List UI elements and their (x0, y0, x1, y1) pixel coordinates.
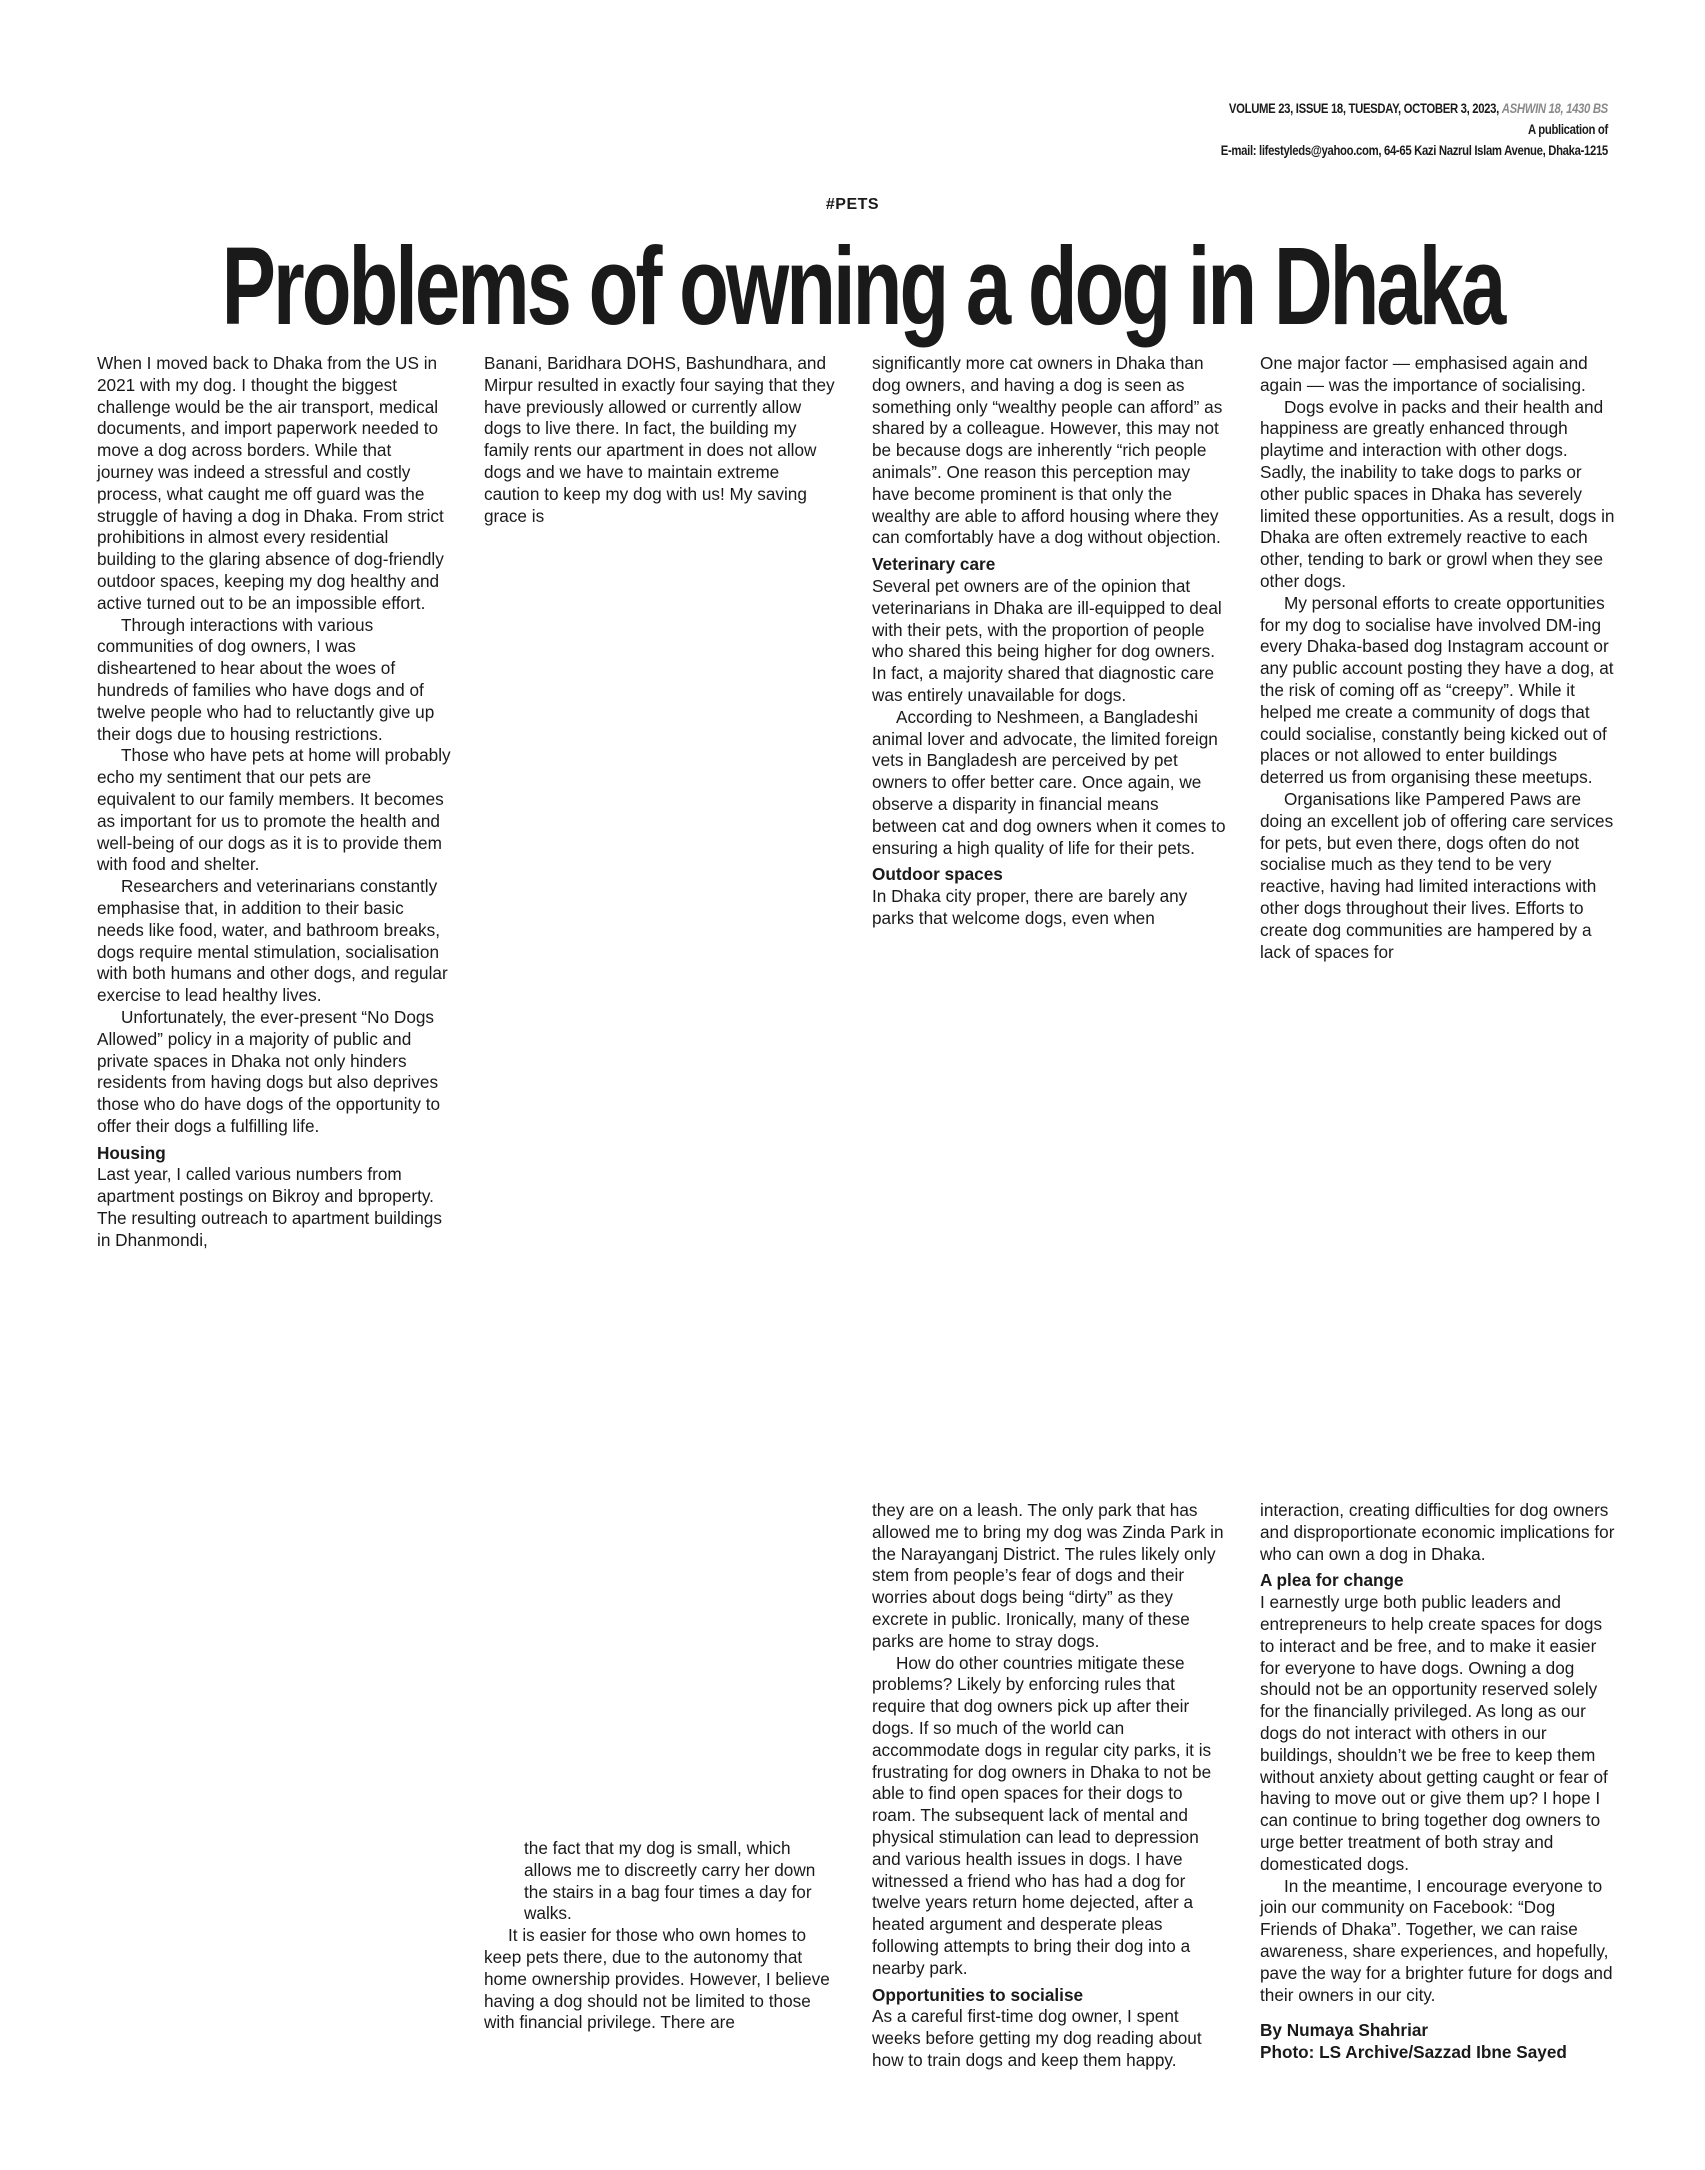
column-4 (1260, 353, 1615, 963)
paragraph: significantly more cat owners in Dhaka than dog owners, and having a dog is seen as something only “wealthy people can afford” as shared by a colleague. However, this may not be because dogs are inherently “rich people animals”. One reason this perception may have become prominent is that only the wealthy are able to afford housing where they can comfortably have a dog without objection. (872, 353, 1223, 548)
headline: Problems of owning a dog in Dhaka (221, 225, 1504, 348)
paragraph: In Dhaka city proper, there are barely any parks that welcome dogs, even when (872, 886, 1188, 928)
column-4-continued (1260, 1500, 1615, 2064)
issue-line (1221, 98, 1608, 119)
subheading-opportunities-to-socialise: Opportunities to socialise (872, 1984, 1084, 2005)
column-3-continued (872, 1500, 1227, 2072)
paragraph: It is easier for those who own homes to keep pets there, due to the autonomy that home ownership provides. However, I believe having a dog should not be limited to those with financial privilege. There are (484, 1925, 830, 2033)
contact-line: E-mail: lifestyleds@yahoo.com, 64-65 Kazi Nazrul Islam Avenue, Dhaka-1215 (1220, 143, 1608, 158)
paragraph: How do other countries mitigate these problems? Likely by enforcing rules that require that dog owners pick up after their dogs. If so much of the world can accommodate dogs in regular city parks, it is frustrating for dog owners in Dhaka to not be able to find open spaces for their dogs to roam. The subsequent lack of mental and physical stimulation can lead to depression and various health issues in dogs. I have witnessed a friend who has had a dog for twelve years return home dejected, after a heated argument and desperate pleas following attempts to bring their dog into a nearby park. (872, 1652, 1212, 1978)
column-2 (484, 353, 839, 527)
paragraph: Banani, Baridhara DOHS, Bashundhara, and Mirpur resulted in exactly four saying that they have previously allowed or currently allow dogs to live there. In fact, the building my family rents our apartment in does not allow dogs and we have to maintain extreme caution to keep my dog with us! My saving grace is (484, 353, 835, 526)
column-1 (97, 353, 452, 1252)
paragraph: Researchers and veterinarians constantly emphasise that, in addition to their basic needs like food, water, and bathroom breaks, dogs require mental stimulation, socialisation with both humans and other dogs, and regular exercise to lead healthy lives. (97, 876, 448, 1006)
subheading-veterinary-care: Veterinary care (872, 554, 996, 575)
bengali-date: ASHWIN 18, 1430 BS (1501, 101, 1608, 116)
masthead (1221, 98, 1608, 161)
paragraph: One major factor — emphasised again and again — was the importance of socialising. (1260, 353, 1588, 395)
paragraph: Several pet owners are of the opinion that veterinarians in Dhaka are ill-equipped to deal with their pets, with the proportion of people who shared this being higher for dog owners. In fact, a majority shared that diagnostic care was entirely unavailable for dogs. (872, 575, 1222, 705)
paragraph: I earnestly urge both public leaders and entrepreneurs to help create spaces for dogs to interact and be free, and to make it easier for everyone to have dogs. Owning a dog should not be an opportunity reserved solely for the financially privileged. As long as our dogs do not interact with others in our buildings, shouldn’t we be free to keep them without anxiety about getting caught or fear of having to move out or give them up? I hope I can continue to bring together dog owners to urge better treatment of both stray and domesticated dogs. (1260, 1592, 1608, 1874)
subheading-housing: Housing (97, 1142, 166, 1163)
subheading-outdoor-spaces: Outdoor spaces (872, 864, 1003, 885)
paragraph: Through interactions with various communities of dog owners, I was disheartened to hear about the woes of hundreds of families who have dogs and of twelve people who had to reluctantly give up their dogs due to housing restrictions. (97, 614, 435, 744)
photo-credit: Photo: LS Archive/Sazzad Ibne Sayed (1260, 2042, 1567, 2063)
column-2-continued (484, 1838, 839, 2034)
paragraph: interaction, creating difficulties for dog owners and disproportionate economic implications for who can own a dog in Dhaka. (1260, 1500, 1615, 1564)
publication-line: A publication of (1528, 122, 1608, 137)
subheading-a-plea-for-change: A plea for change (1260, 1570, 1404, 1591)
paragraph: Last year, I called various numbers from apartment postings on Bikroy and bproperty. The resulting outreach to apartment buildings in Dhanmondi, (97, 1164, 442, 1250)
paragraph: My personal efforts to create opportunities for my dog to socialise have involved DM-ing every Dhaka-based dog Instagram account or any public account posting they have a dog, at the risk of coming off as “creepy”. While it helped me create a community of dogs that could socialise, constantly being kicked out of places or not allowed to enter buildings deterred us from organising these meetups. (1260, 592, 1614, 788)
paragraph: Those who have pets at home will probably echo my sentiment that our pets are equivalent to our family members. It becomes as important for us to promote the health and well-being of our dogs as it is to provide them with food and shelter. (97, 745, 451, 875)
paragraph: Dogs evolve in packs and their health and happiness are greatly enhanced through playtime and interaction with other dogs. Sadly, the inability to take dogs to parks or other public spaces in Dhaka has severely limited these opportunities. As a result, dogs in Dhaka are often extremely reactive to each other, tending to bark or growl when they see other dogs. (1260, 396, 1615, 591)
paragraph: the fact that my dog is small, which allows me to discreetly carry her down the stairs in a bag four times a day for walks. (524, 1838, 816, 1924)
paragraph: they are on a leash. The only park that has allowed me to bring my dog was Zinda Park in the Narayanganj District. The rules likely only stem from people’s fear of dogs and their worries about dogs being “dirty” as they excrete in public. Ironically, many of these parks are home to stray dogs. (872, 1500, 1224, 1651)
paragraph: As a careful first-time dog owner, I spent weeks before getting my dog reading about how to train dogs and keep them happy. (872, 2006, 1202, 2070)
column-3 (872, 353, 1227, 930)
paragraph: In the meantime, I encourage everyone to join our community on Facebook: “Dog Friends of Dhaka”. Together, we can raise awareness, share experiences, and hopefully, pave the way for a brighter future for dogs and their owners in our city. (1260, 1875, 1613, 2005)
issue-date: VOLUME 23, ISSUE 18, TUESDAY, OCTOBER 3, 2023, (1228, 101, 1500, 116)
paragraph: When I moved back to Dhaka from the US in 2021 with my dog. I thought the biggest challenge would be the air transport, medical documents, and import paperwork needed to move a dog across borders. While that journey was indeed a stressful and costly process, what caught me off guard was the struggle of having a dog in Dhaka. From strict prohibitions in almost every residential building to the glaring absence of dog-friendly outdoor spaces, keeping my dog healthy and active turned out to be an impossible effort. (97, 353, 444, 613)
paragraph: Organisations like Pampered Paws are doing an excellent job of offering care services for pets, but even there, dogs often do not socialise much as they tend to be very reactive, having had limited interactions with other dogs throughout their lives. Efforts to create dog communities are hampered by a lack of spaces for (1260, 788, 1614, 962)
paragraph: Unfortunately, the ever-present “No Dogs Allowed” policy in a majority of public and private spaces in Dhaka not only hinders residents from having dogs but also deprives those who do have dogs of the opportunity to offer their dogs a fulfilling life. (97, 1006, 441, 1136)
section-tag: #PETS (825, 196, 880, 213)
paragraph: According to Neshmeen, a Bangladeshi animal lover and advocate, the limited foreign vets in Bangladesh are perceived by pet owners to offer better care. Once again, we observe a disparity in financial means between cat and dog owners when it comes to ensuring a high quality of life for their pets. (872, 706, 1226, 858)
author-byline: By Numaya Shahriar (1260, 2020, 1429, 2041)
